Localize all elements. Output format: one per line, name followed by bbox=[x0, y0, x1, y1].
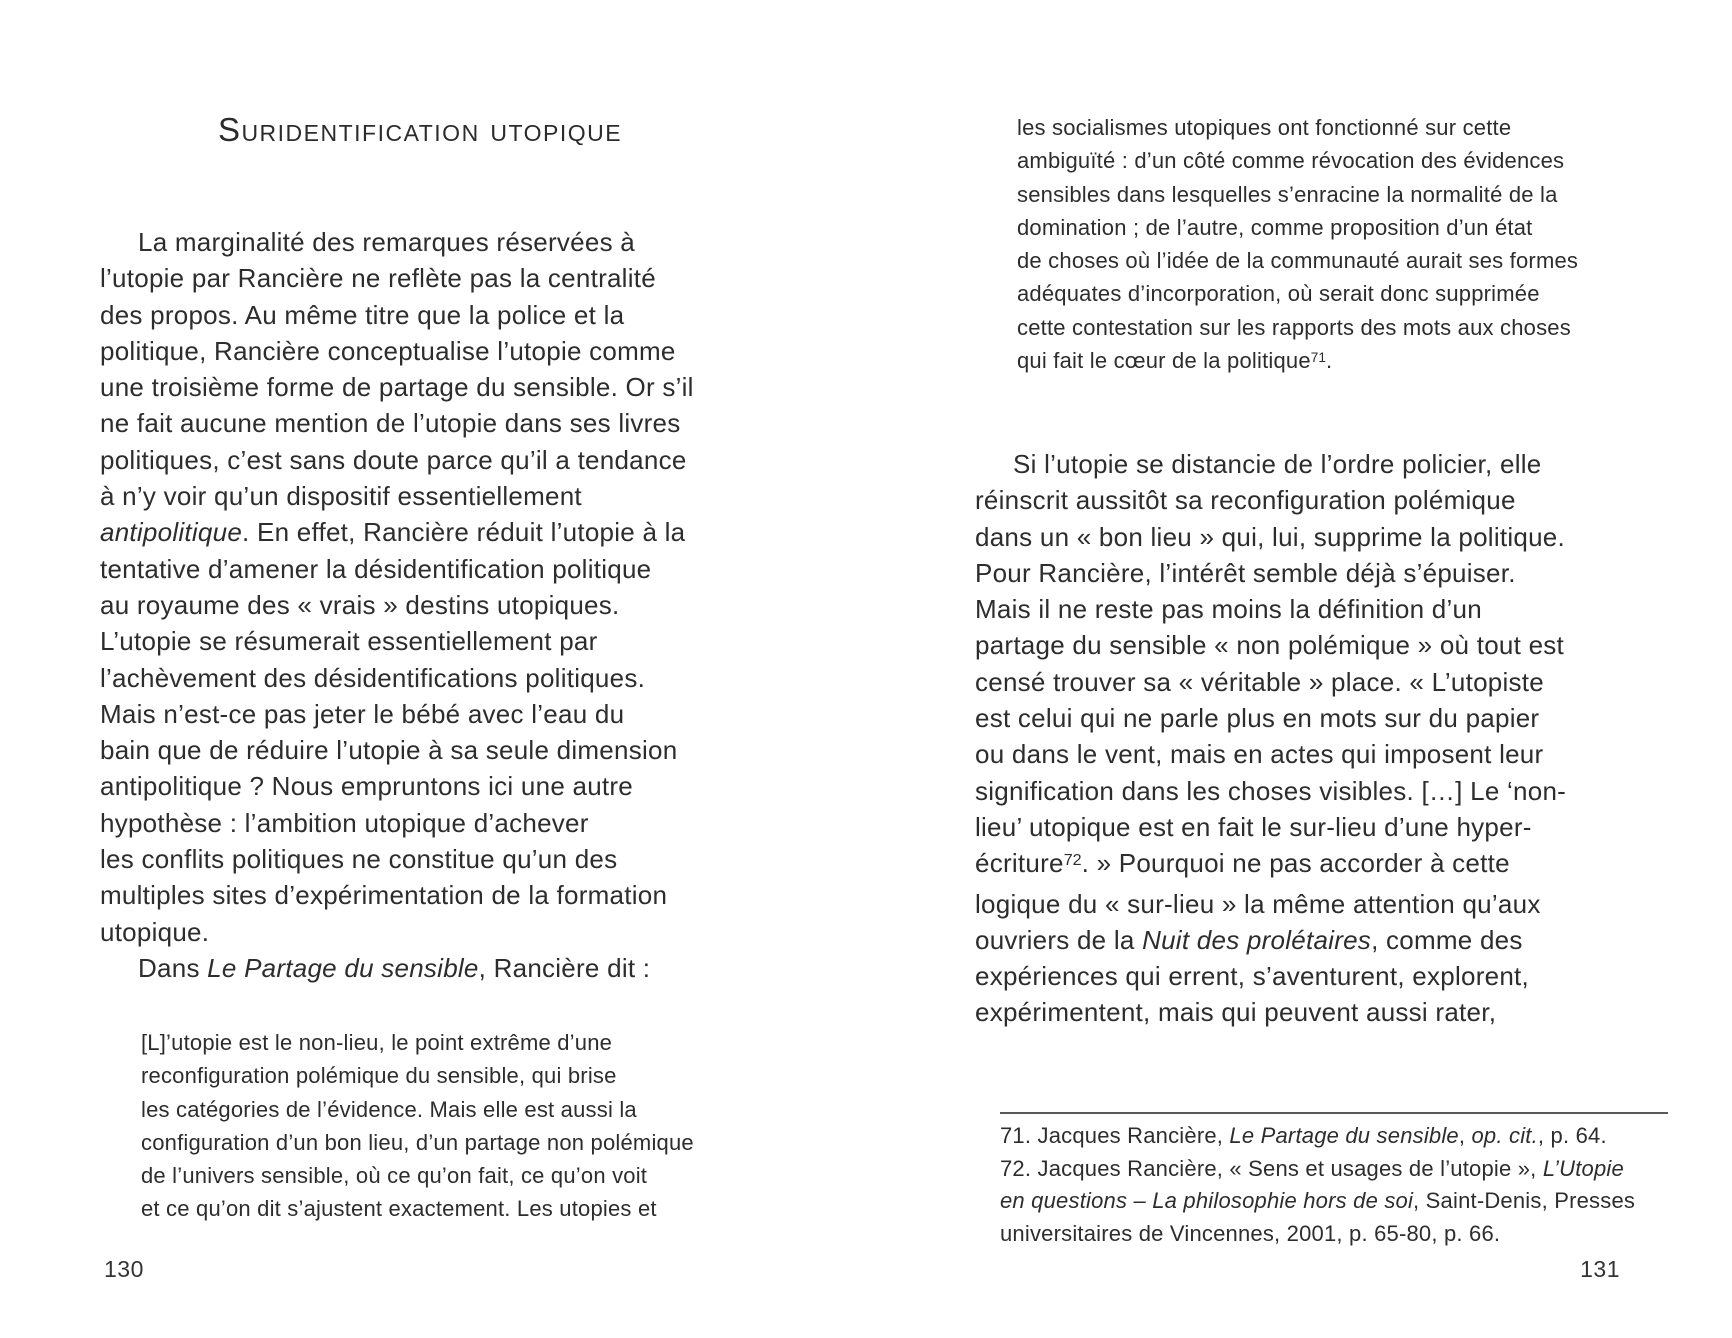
footnote-divider bbox=[1000, 1112, 1668, 1114]
text-line: antipolitique ? Nous empruntons ici une autre bbox=[100, 771, 634, 802]
text-line: L’utopie se résumerait essentiellement par bbox=[100, 626, 598, 657]
left-block-quote bbox=[141, 1026, 694, 1226]
text-line: qui fait le cœur de la politique$^{71}$. bbox=[1017, 348, 1333, 374]
text-line: utopique. bbox=[100, 916, 210, 947]
text-line: 71. Jacques Rancière, Le Partage du sensible, op. cit., p. 64. bbox=[1000, 1123, 1607, 1148]
text-line: 72. Jacques Rancière, « Sens et usages de l’utopie », L’Utopie bbox=[1000, 1155, 1624, 1181]
text-line: partage du sensible « non polémique » où tout est bbox=[975, 630, 1564, 661]
text-line: et ce qu’on dit s’ajustent exactement. Les utopies et bbox=[141, 1196, 657, 1222]
text-line: Pour Rancière, l’intérêt semble déjà s’épuiser. bbox=[975, 557, 1516, 588]
page-right bbox=[866, 0, 1732, 1338]
text-line: Mais n’est-ce pas jeter le bébé avec l’eau du bbox=[100, 698, 625, 729]
right-body-text bbox=[975, 446, 1566, 1031]
text-line: les catégories de l’évidence. Mais elle est aussi la bbox=[141, 1096, 637, 1122]
text-line: ne fait aucune mention de l’utopie dans ses livres bbox=[100, 408, 681, 439]
text-line: universitaires de Vincennes, 2001, p. 65-80, p. 66. bbox=[1000, 1220, 1501, 1246]
page-number-left: 130 bbox=[104, 1256, 144, 1282]
text-line: réinscrit aussitôt sa reconfiguration polémique bbox=[975, 485, 1516, 516]
text-line: [L]’utopie est le non-lieu, le point extrême d’une bbox=[141, 1030, 613, 1055]
text-line: ambiguïté : d’un côté comme révocation des évidences bbox=[1017, 148, 1565, 174]
text-line: écriture$^{72}$. » Pourquoi ne pas accorder à cette bbox=[975, 848, 1510, 879]
text-line: dans un « bon lieu » qui, lui, supprime la politique. bbox=[975, 521, 1565, 552]
text-line: tentative d’amener la désidentification politique bbox=[100, 553, 652, 584]
footnotes bbox=[1000, 1120, 1635, 1250]
text-line: une troisième forme de partage du sensible. Or s’il bbox=[100, 372, 694, 403]
text-line: expérimentent, mais qui peuvent aussi rater, bbox=[975, 997, 1497, 1028]
text-line: hypothèse : l’ambition utopique d’achever bbox=[100, 807, 589, 838]
right-block-quote-continuation bbox=[1017, 111, 1578, 380]
text-line: les socialismes utopiques ont fonctionné sur cette bbox=[1017, 115, 1512, 140]
text-line: censé trouver sa « véritable » place. « L’utopiste bbox=[975, 666, 1544, 697]
left-body-text bbox=[100, 224, 694, 986]
text-line: sensibles dans lesquelles s’enracine la normalité de la bbox=[1017, 181, 1558, 207]
text-line: logique du « sur-lieu » la même attention qu’aux bbox=[975, 888, 1541, 919]
text-line: ouvriers de la Nuit des prolétaires, comme des bbox=[975, 924, 1523, 955]
text-line: les conflits politiques ne constitue qu’un des bbox=[100, 844, 618, 875]
text-line: La marginalité des remarques réservées à bbox=[138, 227, 636, 257]
text-line: domination ; de l’autre, comme proposition d’un état bbox=[1017, 214, 1533, 240]
text-line: Dans Le Partage du sensible, Rancière dit : bbox=[138, 952, 651, 983]
page-number-right: 131 bbox=[1580, 1256, 1620, 1282]
text-line: de l’univers sensible, où ce qu’on fait, ce qu’on voit bbox=[141, 1163, 648, 1189]
text-line: multiples sites d’expérimentation de la formation bbox=[100, 880, 668, 911]
text-line: de choses où l’idée de la communauté aurait ses formes bbox=[1017, 248, 1579, 274]
text-line: cette contestation sur les rapports des mots aux choses bbox=[1017, 314, 1571, 340]
text-line: antipolitique. En effet, Rancière réduit l’utopie à la bbox=[100, 517, 686, 548]
text-line: adéquates d’incorporation, où serait donc supprimée bbox=[1017, 281, 1540, 307]
text-line: Mais il ne reste pas moins la définition d’un bbox=[975, 594, 1482, 625]
chapter-title: Suridentification utopique bbox=[217, 111, 623, 148]
text-line: expériences qui errent, s’aventurent, explorent, bbox=[975, 961, 1529, 992]
text-line: bain que de réduire l’utopie à sa seule dimension bbox=[100, 735, 678, 766]
text-line: signification dans les choses visibles. […] Le ‘non- bbox=[975, 775, 1567, 806]
text-line: en questions – La philosophie hors de soi, Saint-Denis, Presses bbox=[1000, 1188, 1636, 1213]
text-line: lieu’ utopique est en fait le sur-lieu d’une hyper- bbox=[975, 811, 1532, 842]
text-line: configuration d’un bon lieu, d’un partage non polémique bbox=[141, 1129, 694, 1155]
text-line: politique, Rancière conceptualise l’utopie comme bbox=[100, 335, 676, 366]
text-line: à n’y voir qu’un dispositif essentiellement bbox=[100, 481, 582, 512]
text-line: reconfiguration polémique du sensible, qui brise bbox=[141, 1063, 617, 1089]
text-line: Si l’utopie se distancie de l’ordre policier, elle bbox=[1013, 449, 1542, 479]
text-line: ou dans le vent, mais en actes qui imposent leur bbox=[975, 739, 1544, 770]
text-line: est celui qui ne parle plus en mots sur du papier bbox=[975, 703, 1540, 734]
text-line: l’utopie par Rancière ne reflète pas la centralité bbox=[100, 263, 656, 294]
text-line: politiques, c’est sans doute parce qu’il a tendance bbox=[100, 444, 687, 475]
text-line: au royaume des « vrais » destins utopiques. bbox=[100, 589, 620, 620]
text-line: l’achèvement des désidentifications politiques. bbox=[100, 662, 646, 693]
text-line: des propos. Au même titre que la police et la bbox=[100, 299, 625, 330]
